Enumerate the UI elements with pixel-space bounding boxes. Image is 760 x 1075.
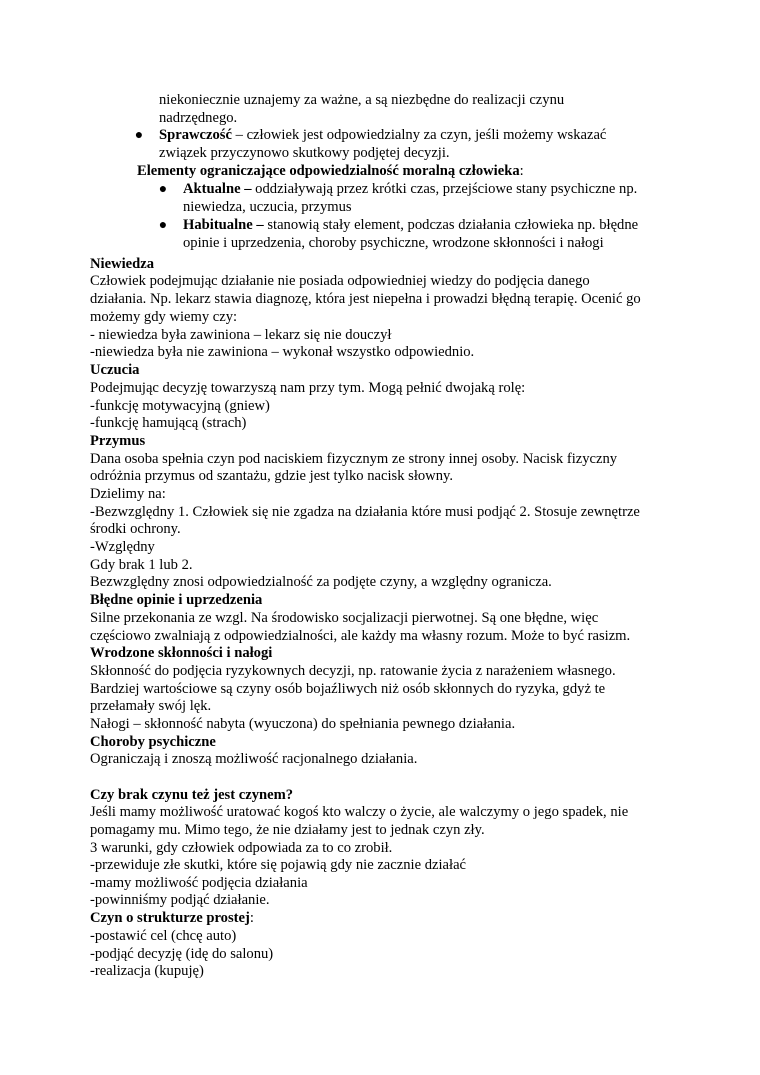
paragraph-line: środki ochrony.: [90, 521, 181, 537]
section-heading-bledne: Błędne opinie i uprzedzenia: [90, 592, 263, 608]
paragraph-line: Bezwzględny znosi odpowiedzialność za podjęte czyny, a względny ogranicza.: [90, 574, 552, 590]
section-heading-wrodzone: Wrodzone skłonności i nałogi: [90, 645, 273, 661]
paragraph-line: -funkcję hamującą (strach): [90, 415, 247, 431]
paragraph-line: odróżnia przymus od szantażu, gdzie jest tylko nacisk słowny.: [90, 468, 453, 484]
paragraph-line: Człowiek podejmując działanie nie posiada odpowiedniej wiedzy do podjęcia danego: [90, 273, 590, 289]
paragraph-line: -Względny: [90, 539, 155, 555]
section-heading-niewiedza: Niewiedza: [90, 256, 155, 272]
aktualne-text-cont: niewiedza, uczucia, przymus: [183, 199, 352, 215]
paragraph-line: Gdy brak 1 lub 2.: [90, 557, 193, 573]
section-heading-przymus: Przymus: [90, 433, 146, 449]
bullet-icon: ●: [158, 218, 168, 233]
bullet-icon: ●: [134, 128, 144, 143]
sprawczosc-text: – człowiek jest odpowiedzialny za czyn, jeśli możemy wskazać: [231, 127, 607, 143]
section-heading-czyn-prosty: Czyn o strukturze prostej:: [90, 910, 254, 926]
intro-line: nadrzędnego.: [159, 110, 238, 126]
sprawczosc-item: [159, 127, 606, 145]
paragraph-line: możemy gdy wiemy czy:: [90, 309, 238, 325]
habitualne-item: [183, 217, 638, 235]
paragraph-line: -funkcję motywacyjną (gniew): [90, 398, 270, 414]
section-heading-choroby: Choroby psychiczne: [90, 734, 216, 750]
paragraph-line: 3 warunki, gdy człowiek odpowiada za to co zrobił.: [90, 840, 393, 856]
paragraph-line: Jeśli mamy możliwość uratować kogoś kto walczy o życie, ale walczymy o jego spadek, nie: [90, 804, 629, 820]
sprawczosc-term: Sprawczość: [159, 127, 232, 143]
bullet-icon: ●: [158, 182, 168, 197]
habitualne-term: Habitualne –: [183, 217, 264, 233]
paragraph-line: Skłonność do podjęcia ryzykownych decyzji, np. ratowanie życia z narażeniem własnego.: [90, 663, 616, 679]
aktualne-term: Aktualne –: [183, 181, 252, 197]
paragraph-line: -niewiedza była nie zawiniona – wykonał wszystko odpowiednio.: [90, 344, 475, 360]
section-heading-brak-czynu: Czy brak czynu też jest czynem?: [90, 787, 294, 803]
paragraph-line: Dana osoba spełnia czyn pod naciskiem fizycznym ze strony innej osoby. Nacisk fizyczny: [90, 451, 618, 467]
paragraph-line: Silne przekonania ze wzgl. Na środowisko socjalizacji pierwotnej. Są one błędne, więc: [90, 610, 599, 626]
paragraph-line: Nałogi – skłonność nabyta (wyuczona) do spełniania pewnego działania.: [90, 716, 516, 732]
paragraph-line: -powinniśmy podjąć działanie.: [90, 892, 270, 908]
paragraph-line: -mamy możliwość podjęcia działania: [90, 875, 308, 891]
paragraph-line: Dzielimy na:: [90, 486, 166, 502]
paragraph-line: Podejmując decyzję towarzyszą nam przy tym. Mogą pełnić dwojaką rolę:: [90, 380, 526, 396]
paragraph-line: -przewiduje złe skutki, które się pojawią gdy nie zacznie działać: [90, 857, 467, 873]
habitualne-text-cont: opinie i uprzedzenia, choroby psychiczne, wrodzone skłonności i nałogi: [183, 235, 604, 251]
paragraph-line: pomagamy mu. Mimo tego, że nie działamy jest to jednak czyn zły.: [90, 822, 485, 838]
paragraph-line: częściowo zwalniają z odpowiedzialności, ale każdy ma własny rozum. Może to być rasizm.: [90, 628, 631, 644]
paragraph-line: - niewiedza była zawiniona – lekarz się nie douczył: [90, 327, 392, 343]
aktualne-item: [183, 181, 637, 199]
elementy-heading: Elementy ograniczające odpowiedzialność moralną człowieka:: [137, 163, 524, 179]
paragraph-line: Bardziej wartościowe są czyny osób bojaźliwych niż osób skłonnych do ryzyka, gdyż te: [90, 681, 606, 697]
section-heading-uczucia: Uczucia: [90, 362, 140, 378]
intro-line: niekoniecznie uznajemy za ważne, a są niezbędne do realizacji czynu: [159, 92, 565, 108]
paragraph-line: działania. Np. lekarz stawia diagnozę, która jest niepełna i prowadzi błędną terapię. Ocenić go: [90, 291, 641, 307]
paragraph-line: Ograniczają i znoszą możliwość racjonalnego działania.: [90, 751, 418, 767]
paragraph-line: -podjąć decyzję (idę do salonu): [90, 946, 274, 962]
aktualne-text: oddziaływają przez krótki czas, przejściowe stany psychiczne np.: [251, 181, 638, 197]
paragraph-line: -postawić cel (chcę auto): [90, 928, 237, 944]
sprawczosc-text-cont: związek przyczynowo skutkowy podjętej decyzji.: [159, 145, 450, 161]
habitualne-text: stanowią stały element, podczas działania człowieka np. błędne: [263, 217, 639, 233]
paragraph-line: -Bezwzględny 1. Człowiek się nie zgadza na działania które musi podjąć 2. Stosuje zewnętrze: [90, 504, 640, 520]
paragraph-line: przełamały swój lęk.: [90, 698, 212, 714]
paragraph-line: -realizacja (kupuję): [90, 963, 204, 979]
